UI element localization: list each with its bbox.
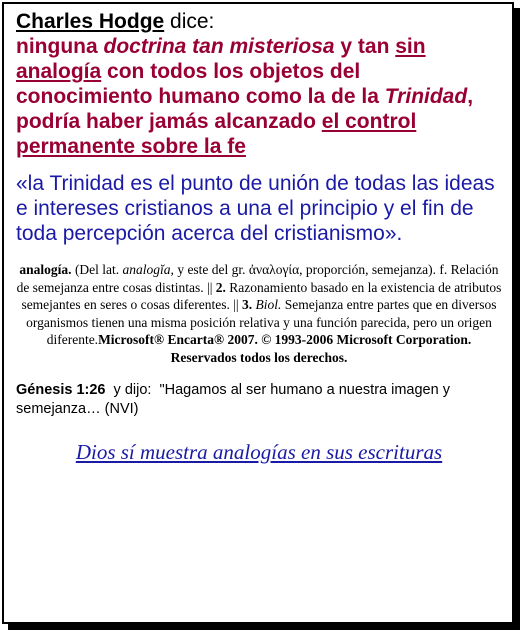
claim-part: y tan (334, 35, 396, 58)
intro-line (16, 10, 502, 34)
definition-text: Semejanza entre partes que en diversos organismos tienen una misma posición relativa y una función parecida, pero un origen diferente. (26, 297, 497, 347)
claim-part: ninguna (16, 35, 104, 58)
claim-underline: el control permanente sobre la fe (16, 110, 417, 158)
definition-etymology: analogĭa, (122, 262, 174, 277)
definition-number: 3. (242, 297, 253, 312)
definition-field: Biol. (255, 297, 282, 312)
frame-shadow-right (514, 8, 520, 624)
claim-part: , podría haber jamás alcanzado (16, 85, 474, 133)
definition-text: (Del lat. (71, 262, 123, 277)
definition-text: y este del gr. ἀναλογία, proporción, semejanza). f. Relación de semejanza entre cosas distintas. || (16, 262, 499, 295)
definition-term: analogía. (19, 262, 72, 277)
definition-source: Microsoft® Encarta® 2007. © 1993-2006 Microsoft Corporation. Reservados todos los derechos. (98, 332, 472, 365)
frame-shadow-bottom (8, 624, 520, 630)
document-content (16, 10, 502, 465)
claim-emphasis: doctrina tan misteriosa (103, 35, 335, 58)
definition-number: 2. (215, 279, 226, 295)
closing-statement: Dios sí muestra analogías en sus escrituras (75, 440, 443, 464)
genesis-verse (16, 381, 502, 419)
trinity-quote: «la Trinidad es el punto de unión de todas las ideas e intereses cristianos a una el principio y el fin de toda percepción acerca del cristianismo». (16, 172, 495, 245)
intro-verb: dice: (164, 10, 215, 33)
claim-part: con todos los objetos del conocimiento humano como la de la (16, 60, 385, 108)
definition-text: Razonamiento basado en la existencia de atributos semejantes en seres o cosas diferentes. || (21, 279, 502, 312)
hodge-claim (16, 34, 502, 159)
author-name: Charles Hodge (16, 10, 165, 33)
claim-emphasis: Trinidad (384, 85, 468, 108)
claim-underline: sin analogía (16, 35, 426, 83)
verse-reference: Génesis 1:26 (16, 382, 106, 398)
analogia-definition (16, 261, 502, 366)
verse-text: y dijo: "Hagamos al ser humano a nuestra imagen y semejanza… (NVI) (16, 382, 454, 417)
